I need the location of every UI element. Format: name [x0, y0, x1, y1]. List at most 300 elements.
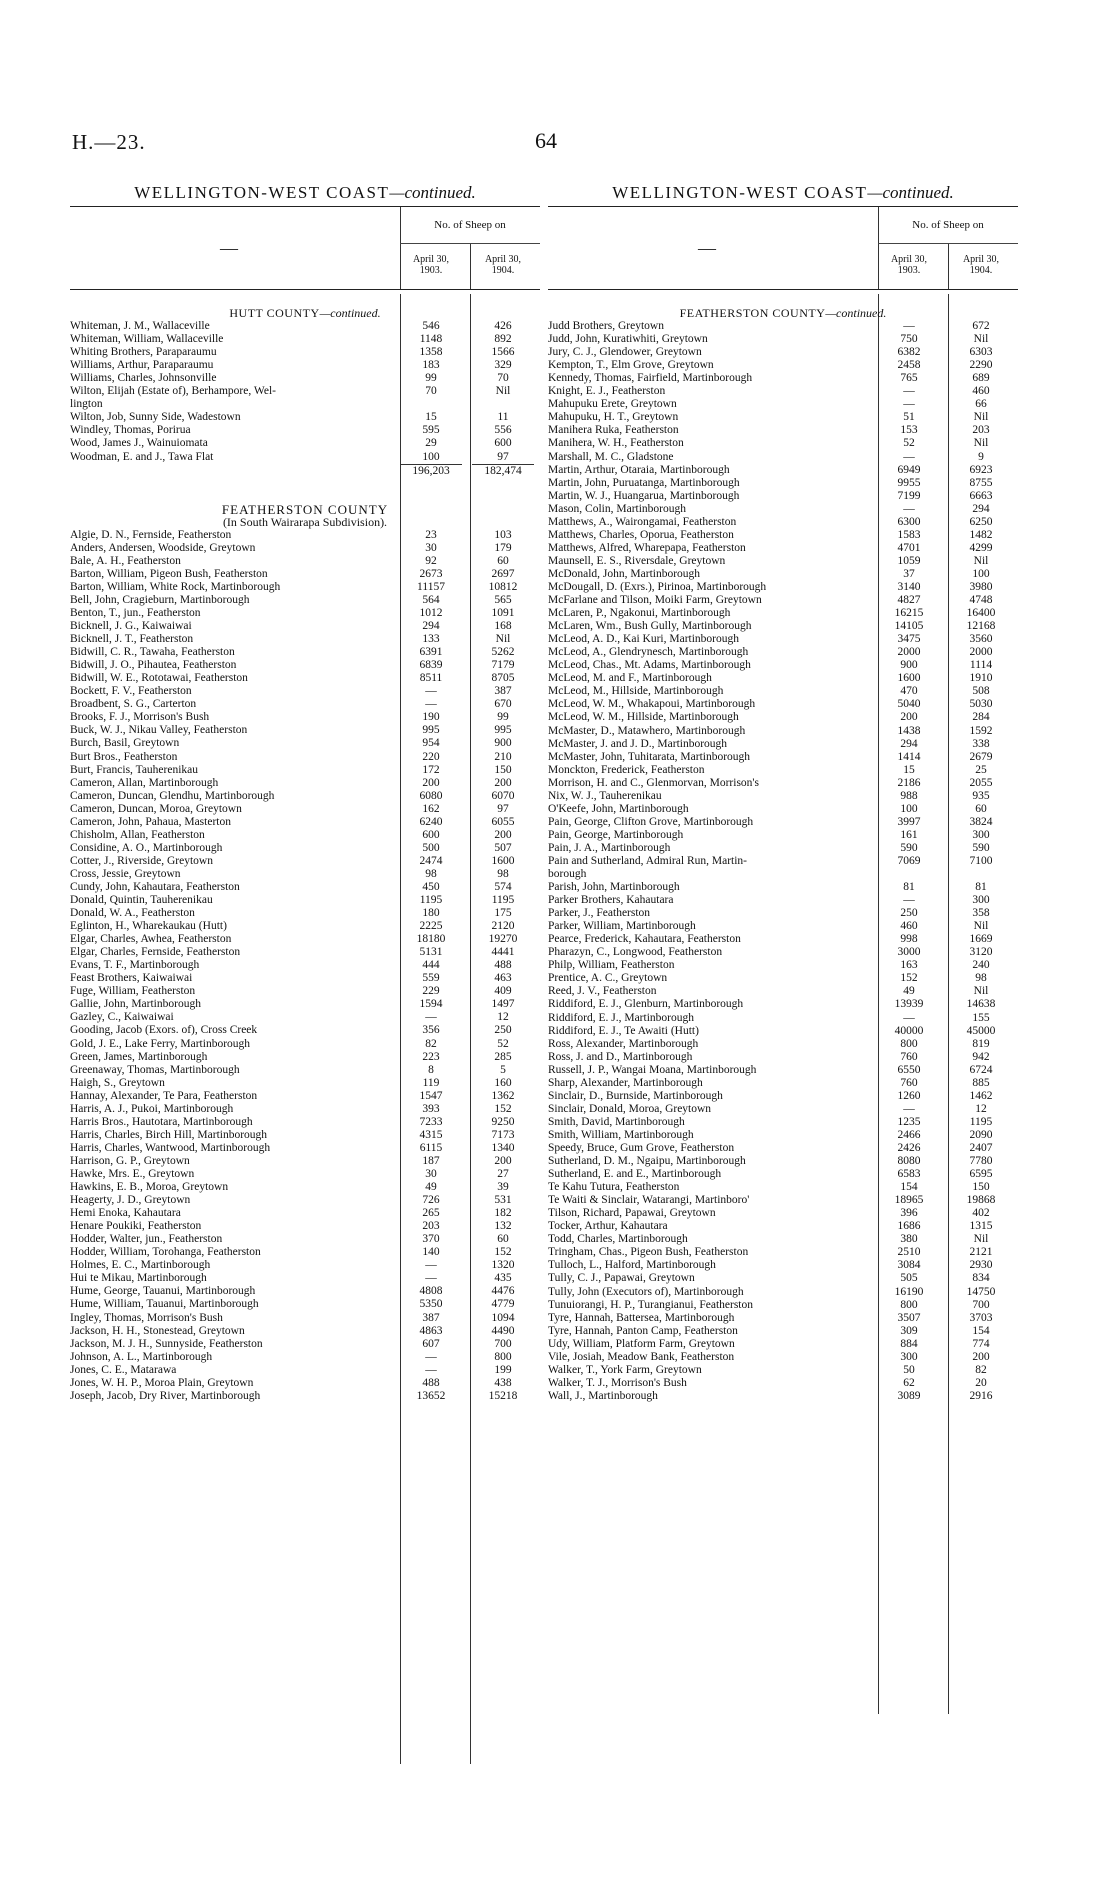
table-row [70, 1116, 540, 1129]
owner-name: Donald, Quintin, Tauherenikau [70, 894, 213, 907]
sheep-1903: 370 [422, 1233, 440, 1246]
sheep-1904: 12168 [966, 620, 996, 633]
sheep-1903: 16215 [894, 607, 924, 620]
sheep-1904: 800 [494, 1350, 512, 1363]
owner-name: Parker, J., Featherston [548, 907, 651, 920]
table-row [70, 907, 540, 920]
owner-name: Hemi Enoka, Kahautara [70, 1207, 181, 1220]
table-row [70, 972, 540, 985]
sheep-1903: 470 [900, 685, 918, 698]
table-row [548, 490, 1018, 503]
right-title-text: WELLINGTON-WEST COAST [612, 183, 868, 202]
sheep-1903: 6550 [897, 1063, 921, 1076]
sheep-1903: 81 [903, 881, 915, 894]
table-row [548, 803, 1018, 816]
sheep-1904: 7173 [491, 1128, 515, 1141]
owner-name: Feast Brothers, Kaiwaiwai [70, 972, 193, 985]
owner-name: Sutherland, D. M., Ngaipu, Martinborough [548, 1155, 746, 1168]
sheep-1903: 7199 [897, 489, 921, 502]
owner-name: Heagerty, J. D., Greytown [70, 1194, 191, 1207]
owner-name: Williams, Charles, Johnsonville [70, 372, 217, 385]
table-row [70, 1155, 540, 1168]
sheep-1903: — [903, 385, 915, 398]
sheep-1903: 1438 [897, 724, 921, 737]
sheep-1904: 150 [972, 1181, 990, 1194]
table-row [548, 503, 1018, 516]
owner-name: Knight, E. J., Featherston [548, 385, 666, 398]
table-row [70, 672, 540, 685]
sheep-1903: 49 [425, 1181, 437, 1194]
sheep-1904: 600 [494, 437, 512, 450]
table-row [70, 1142, 540, 1155]
table-row [70, 1220, 540, 1233]
sheep-1903: 2000 [897, 646, 921, 659]
owner-name: borough [548, 868, 587, 881]
table-row [70, 842, 540, 855]
sheep-1904: 488 [494, 959, 512, 972]
sheep-1904: 175 [494, 907, 512, 920]
owner-name: Walker, T. J., Morrison's Bush [548, 1376, 687, 1389]
sheep-1904: 507 [494, 841, 512, 854]
table-row [70, 437, 540, 450]
owner-name: Te Waiti & Sinclair, Watarangi, Martinboro' [548, 1194, 750, 1207]
table-row [70, 1233, 540, 1246]
sheep-1904: 45000 [966, 1024, 996, 1037]
sheep-1903: 3000 [897, 946, 921, 959]
sheep-1904: 387 [494, 685, 512, 698]
table-row [548, 959, 1018, 972]
sheep-1903: 998 [900, 933, 918, 946]
sheep-1904: 4476 [491, 1285, 515, 1298]
sheep-1904: 1094 [491, 1311, 515, 1324]
table-row [548, 620, 1018, 633]
owner-name: McMaster, D., Matawhero, Martinborough [548, 724, 746, 737]
sheep-1903: 5350 [419, 1298, 443, 1311]
table-row [548, 1377, 1018, 1390]
table-row [70, 1090, 540, 1103]
owner-name: Sharp, Alexander, Martinborough [548, 1076, 703, 1089]
sheep-1904: 2000 [969, 646, 993, 659]
owner-name: Chisholm, Allan, Featherston [70, 828, 205, 841]
sheep-1903: 1594 [419, 998, 443, 1011]
sheep-1904: 508 [972, 685, 990, 698]
sheep-1904: Nil [973, 920, 989, 933]
left-title-continued: —continued. [389, 183, 476, 202]
sheep-1904: 182 [494, 1207, 512, 1220]
sheep-1904: 2407 [969, 1142, 993, 1154]
sheep-1903: 294 [422, 620, 440, 633]
table-row [70, 985, 540, 998]
sheep-1904: 97 [497, 802, 509, 815]
owner-name: Johnson, A. L., Martinborough [70, 1350, 213, 1363]
owner-name: Riddiford, E. J., Te Awaiti (Hutt) [548, 1024, 699, 1037]
table-row [548, 829, 1018, 842]
owner-name: Bell, John, Cragieburn, Martinborough [70, 593, 250, 606]
owner-name: Elgar, Charles, Fernside, Featherston [70, 946, 241, 959]
owner-name: Hodder, William, Torohanga, Featherston [70, 1246, 261, 1259]
sheep-1904: 250 [494, 1024, 512, 1037]
owner-name: Haigh, S., Greytown [70, 1076, 165, 1089]
owner-name: Matthews, Charles, Oporua, Featherston [548, 528, 734, 541]
sheep-1903: 8080 [897, 1155, 921, 1168]
table-row [548, 1351, 1018, 1364]
table-row [70, 1051, 540, 1064]
sheep-1904: 4779 [491, 1298, 515, 1311]
page-number: 64 [535, 128, 557, 153]
sheep-1903: 250 [900, 907, 918, 920]
sheep-1904: 5030 [969, 698, 993, 711]
sheep-1903: 5131 [419, 946, 443, 959]
owner-name: Anders, Andersen, Woodside, Greytown [70, 541, 256, 554]
table-row [548, 1155, 1018, 1168]
sheep-1904: 3560 [969, 633, 993, 646]
table-row [70, 894, 540, 907]
sheep-1904: 1669 [969, 933, 993, 946]
table-row [70, 724, 540, 737]
table-row [548, 359, 1018, 372]
owner-name: McLeod, W. M., Whakapoui, Martinborough [548, 698, 756, 711]
table-row [70, 1364, 540, 1377]
owner-name: Udy, William, Platform Farm, Greytown [548, 1337, 735, 1350]
sheep-1904: 942 [972, 1050, 990, 1063]
table-row [70, 698, 540, 711]
sheep-1904: 19270 [488, 933, 518, 946]
owner-name: Vile, Josiah, Meadow Bank, Featherston [548, 1350, 735, 1363]
sheep-1903: 380 [900, 1233, 918, 1246]
owner-name: Manihera, W. H., Featherston [548, 437, 684, 450]
sheep-1904: 82 [975, 1363, 987, 1376]
table-row [70, 959, 540, 972]
table-row [70, 1325, 540, 1338]
sheep-1903: 6583 [897, 1168, 921, 1181]
sheep-1904: 285 [494, 1050, 512, 1063]
owner-name: Tilson, Richard, Papawai, Greytown [548, 1207, 716, 1220]
owner-name: McFarlane and Tilson, Moiki Farm, Greytown [548, 594, 762, 607]
owner-name: Greenaway, Thomas, Martinborough [70, 1063, 240, 1076]
sheep-1904: 7179 [491, 659, 515, 672]
sheep-1904: 99 [497, 711, 509, 724]
sheep-1904: 100 [972, 567, 990, 580]
left-column [70, 180, 540, 1403]
owner-name: Wood, James J., Wainuiomata [70, 437, 208, 450]
sheep-1904: 2090 [969, 1128, 993, 1141]
sheep-1903: 8511 [419, 672, 443, 685]
owner-name: Burt Bros., Featherston [70, 750, 178, 763]
sheep-1903: 1358 [419, 346, 443, 359]
sheep-1903: 3507 [897, 1311, 921, 1324]
owner-name: Bockett, F. V., Featherston [70, 685, 192, 698]
owner-name: Hume, William, Tauanui, Martinborough [70, 1298, 259, 1311]
sheep-1904: 132 [494, 1220, 512, 1233]
sheep-1904: 12 [497, 1011, 509, 1024]
sheep-1903: 100 [900, 802, 918, 815]
table-row [548, 790, 1018, 803]
owner-name: Martin, Arthur, Otaraia, Martinborough [548, 463, 730, 476]
sheep-1904: 4490 [491, 1324, 515, 1337]
sheep-1903: 9955 [897, 476, 921, 489]
owner-name: McDougall, D. (Exrs.), Pirinoa, Martinborough [548, 580, 767, 593]
sheep-1903: 995 [422, 724, 440, 737]
owner-name: Parker Brothers, Kahautara [548, 894, 674, 907]
sheep-1903: — [425, 698, 437, 711]
sheep-1904: 200 [494, 1154, 512, 1167]
table-row [548, 372, 1018, 385]
sheep-1904: 1315 [969, 1220, 993, 1233]
owner-name: Harrison, G. P., Greytown [70, 1154, 190, 1167]
sheep-1904: 338 [972, 737, 990, 750]
sheep-1904: 435 [494, 1272, 512, 1285]
owner-name: Burch, Basil, Greytown [70, 737, 180, 750]
owner-name: Sinclair, Donald, Moroa, Greytown [548, 1102, 712, 1115]
sheep-1903: 726 [422, 1194, 440, 1207]
owner-name: Tunuiorangi, H. P., Turangianui, Featherston [548, 1298, 753, 1311]
sheep-1903: 1195 [419, 894, 443, 907]
sheep-1904: 819 [972, 1037, 990, 1050]
sheep-1903: 600 [422, 828, 440, 841]
table-row [548, 764, 1018, 777]
owner-name: Parish, John, Martinborough [548, 881, 680, 894]
left-1903-header: April 30, 1903. [412, 254, 450, 276]
table-row [70, 933, 540, 946]
sheep-1903: 161 [900, 828, 918, 841]
sheep-1903: 52 [903, 437, 915, 450]
table-row [70, 581, 540, 594]
owner-name: Donald, W. A., Featherston [70, 907, 195, 920]
table-row [70, 411, 540, 424]
owner-name: Buck, W. J., Nikau Valley, Featherston [70, 724, 248, 737]
owner-name: McLeod, M., Hillside, Martinborough [548, 685, 724, 698]
sheep-1904: 66 [975, 398, 987, 411]
sheep-1903: 172 [422, 763, 440, 776]
owner-name: Green, James, Martinborough [70, 1050, 208, 1063]
table-row [70, 777, 540, 790]
sheep-1904: 885 [972, 1076, 990, 1089]
sheep-1903: 750 [900, 333, 918, 346]
sheep-1904: 1566 [491, 346, 515, 359]
sheep-1904: 565 [494, 593, 512, 606]
sheep-1904: 19868 [966, 1194, 996, 1207]
sheep-1903: 18180 [416, 933, 446, 946]
sheep-1903: 13939 [894, 998, 924, 1011]
sheep-1903: 119 [422, 1076, 440, 1089]
sheep-1903: 3475 [897, 633, 921, 646]
sheep-1903: 4827 [897, 594, 921, 607]
owner-name: Tulloch, L., Halford, Martinborough [548, 1259, 716, 1272]
table-row [70, 803, 540, 816]
sheep-1904: 240 [972, 959, 990, 972]
sheep-1903: 1012 [419, 606, 443, 619]
owner-name: Martin, John, Puruatanga, Martinborough [548, 476, 740, 489]
sheep-1903: 13652 [416, 1389, 446, 1402]
table-row [70, 1064, 540, 1077]
sheep-1903: 29 [425, 437, 437, 450]
owner-name: Tyre, Hannah, Battersea, Martinborough [548, 1311, 735, 1324]
sheep-1903: 15 [425, 411, 437, 424]
sheep-1903: 5040 [897, 698, 921, 711]
sheep-1903: 18965 [894, 1194, 924, 1207]
table-row [548, 542, 1018, 555]
table-row [70, 1351, 540, 1364]
sheep-1903: 800 [900, 1037, 918, 1050]
sheep-1903: 607 [422, 1337, 440, 1350]
owner-name: Evans, T. F., Martinborough [70, 959, 200, 972]
table-row [70, 1246, 540, 1259]
sheep-1903: 92 [425, 554, 437, 567]
sheep-1903: 1059 [897, 554, 921, 567]
sheep-1903: 488 [422, 1376, 440, 1389]
owner-name: Cameron, Allan, Martinborough [70, 776, 219, 789]
owner-name: Harris Bros., Hautotara, Martinborough [70, 1115, 253, 1128]
sheep-1904: 150 [494, 763, 512, 776]
owner-name: Benton, T., jun., Featherston [70, 606, 201, 619]
table-row [548, 672, 1018, 685]
owner-name: Algie, D. N., Fernside, Featherston [70, 528, 232, 541]
sheep-1904: 2930 [969, 1259, 993, 1272]
table-row [70, 1390, 540, 1403]
left-table-body [70, 294, 540, 1403]
sheep-1903: 229 [422, 985, 440, 998]
table-row [548, 333, 1018, 346]
sheep-1904: Nil [495, 385, 511, 398]
table-row [70, 751, 540, 764]
table-row [70, 385, 540, 398]
table-row [70, 607, 540, 620]
sheep-1904: 402 [972, 1207, 990, 1220]
sheep-1903: 900 [900, 659, 918, 672]
owner-name: lington [70, 398, 103, 411]
table-row [548, 881, 1018, 894]
table-row [548, 581, 1018, 594]
owner-name: Brooks, F. J., Morrison's Bush [70, 711, 210, 724]
owner-name: Eglinton, H., Wharekaukau (Hutt) [70, 920, 227, 933]
sheep-1903: 2510 [897, 1246, 921, 1259]
right-1903-header: April 30, 1903. [890, 254, 928, 276]
sheep-1904: 329 [494, 359, 512, 372]
table-row [70, 1377, 540, 1390]
sheep-1903: — [903, 894, 915, 907]
table-row [70, 568, 540, 581]
table-row [548, 920, 1018, 933]
table-row [548, 725, 1018, 738]
table-row [70, 737, 540, 750]
sheep-1904: 284 [972, 711, 990, 724]
table-row [548, 868, 1018, 881]
table-row [548, 998, 1018, 1011]
sheep-1904: 900 [494, 737, 512, 750]
sheep-1904: Nil [973, 985, 989, 998]
sheep-1904: 556 [494, 424, 512, 437]
owner-name: Pharazyn, C., Longwood, Featherston [548, 946, 723, 959]
sheep-1904: 27 [497, 1168, 509, 1180]
sheep-1903: — [903, 450, 915, 463]
owner-name: McLaren, P., Ngakonui, Martinborough [548, 607, 731, 620]
sheep-1903: 70 [425, 385, 437, 398]
table-row [70, 359, 540, 372]
sheep-1903: 2466 [897, 1128, 921, 1141]
sheep-1904: 1910 [969, 672, 993, 685]
sheep-1903: 82 [425, 1037, 437, 1050]
owner-name: Hui te Mikau, Martinborough [70, 1272, 207, 1285]
sheep-1904: 14750 [966, 1285, 996, 1298]
owner-name: Ingley, Thomas, Morrison's Bush [70, 1311, 223, 1324]
sheep-1903: 356 [422, 1024, 440, 1037]
owner-name: Walker, T., York Farm, Greytown [548, 1363, 702, 1376]
owner-name: Mason, Colin, Martinborough [548, 502, 686, 515]
owner-name: Whiting Brothers, Paraparaumu [70, 346, 217, 359]
owner-name: Speedy, Bruce, Gum Grove, Featherston [548, 1142, 735, 1154]
sheep-1903: 564 [422, 593, 440, 606]
sheep-1904: 2697 [491, 567, 515, 580]
owner-name: Williams, Arthur, Paraparaumu [70, 359, 214, 372]
sheep-1903: 2673 [419, 567, 443, 580]
sheep-1904: 3120 [969, 946, 993, 959]
sheep-1904: 200 [972, 1350, 990, 1363]
sheep-1904: 103 [494, 528, 512, 541]
table-row [548, 1207, 1018, 1220]
owner-name: McDonald, John, Martinborough [548, 567, 701, 580]
owner-name: Elgar, Charles, Awhea, Featherston [70, 933, 232, 946]
sheep-1904: 1091 [491, 606, 515, 619]
table-row [548, 1325, 1018, 1338]
owner-name: Matthews, Alfred, Wharepapa, Featherston [548, 541, 746, 554]
sheep-1904: 210 [494, 750, 512, 763]
table-row [548, 1233, 1018, 1246]
page-identifier: H.—23. [72, 130, 146, 154]
owner-name: McMaster, John, Tuhitarata, Martinborough [548, 750, 751, 763]
sheep-1903: — [903, 320, 915, 333]
sheep-1903: 154 [900, 1181, 918, 1194]
table-row [70, 1103, 540, 1116]
sheep-1903: 300 [900, 1350, 918, 1363]
sheep-1904: 1320 [491, 1259, 515, 1272]
table-row [70, 868, 540, 881]
owner-name: Jones, C. E., Matarawa [70, 1363, 177, 1376]
owner-name: Judd Brothers, Greytown [548, 320, 664, 333]
sheep-1903: 51 [903, 411, 915, 424]
owner-name: Gazley, C., Kaiwaiwai [70, 1011, 174, 1024]
sheep-1903: 37 [903, 567, 915, 580]
sheep-1904: Nil [973, 554, 989, 567]
owner-name: Riddiford, E. J., Glenburn, Martinborough [548, 998, 744, 1011]
owner-name: Gold, J. E., Lake Ferry, Martinborough [70, 1037, 251, 1050]
sheep-1903: 8 [428, 1063, 434, 1076]
sheep-1903: — [903, 502, 915, 515]
sheep-1903: 153 [900, 424, 918, 437]
table-row [548, 907, 1018, 920]
sheep-1904: 892 [494, 333, 512, 346]
owner-name: Russell, J. P., Wangai Moana, Martinborough [548, 1063, 757, 1076]
table-row [548, 1194, 1018, 1207]
owner-name: Hawke, Mrs. E., Greytown [70, 1168, 195, 1180]
table-row [548, 1181, 1018, 1194]
left-title-text: WELLINGTON-WEST COAST [134, 183, 390, 202]
table-row [70, 881, 540, 894]
sheep-1903: 800 [900, 1298, 918, 1311]
sheep-1904: 6724 [969, 1063, 993, 1076]
sheep-1903: 559 [422, 972, 440, 985]
owner-name: Jackson, M. J. H., Sunnyside, Featherston [70, 1337, 263, 1350]
table-row [548, 398, 1018, 411]
sheep-1903: 7069 [897, 854, 921, 867]
table-row [548, 1129, 1018, 1142]
owner-name: Nix, W. J., Tauherenikau [548, 789, 662, 802]
sheep-1903: 6391 [419, 646, 443, 659]
sheep-1903: 2426 [897, 1142, 921, 1154]
sheep-1903: — [425, 685, 437, 698]
owner-name: Martin, W. J., Huangarua, Martinborough [548, 489, 740, 502]
sheep-1903: 387 [422, 1311, 440, 1324]
sheep-1904: 670 [494, 698, 512, 711]
